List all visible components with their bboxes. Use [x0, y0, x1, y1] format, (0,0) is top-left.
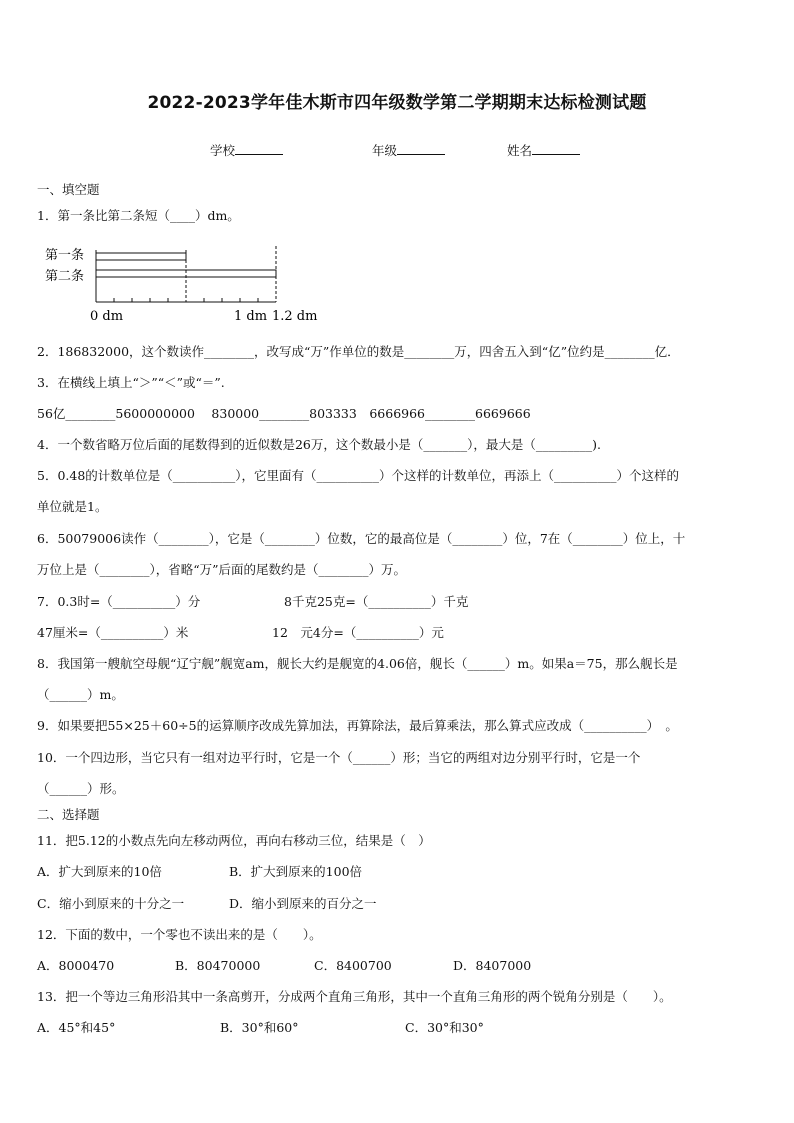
q11-option-d: D．缩小到原来的百分之一 — [229, 896, 377, 911]
section-fill-heading: 一、填空题 — [37, 182, 100, 197]
question-7b: 8千克25克=（__________）千克 — [284, 594, 469, 609]
grade-blank — [397, 142, 445, 155]
question-7d: 12 元4分=（__________）元 — [272, 625, 444, 640]
school-blank — [235, 142, 283, 155]
question-10-line1: 10．一个四边形，当它只有一组对边平行时，它是一个（______）形；当它的两组对边分别平行时，它是一个 — [37, 750, 641, 765]
question-8-line2: （______）m。 — [37, 687, 124, 702]
q12-option-c: C．8400700 — [314, 958, 392, 973]
tick-label-1: 1 dm — [234, 309, 268, 324]
q12-option-b: B．80470000 — [175, 958, 261, 973]
school-field — [210, 141, 283, 159]
q13-option-a: A．45°和45° — [37, 1020, 116, 1035]
tick-label-2: 1.2 dm — [272, 309, 318, 324]
question-4: 4．一个数省略万位后面的尾数得到的近似数是26万，这个数最小是（_______），最大是（_________). — [37, 437, 601, 452]
bar1 — [96, 253, 186, 260]
name-blank — [532, 142, 580, 155]
question-3-comparisons: 56亿________5600000000 830000________803333 6666966________6669666 — [37, 406, 531, 421]
q13-option-b: B．30°和60° — [220, 1020, 299, 1035]
q11-option-a: A．扩大到原来的10倍 — [37, 864, 162, 879]
q11-option-c: C．缩小到原来的十分之一 — [37, 896, 185, 911]
name-field — [507, 141, 580, 159]
bar2-label: 第二条 — [45, 269, 85, 284]
q12-option-a: A．8000470 — [37, 958, 115, 973]
school-label: 学校 — [210, 143, 236, 158]
question-5-line1: 5．0.48的计数单位是（__________），它里面有（__________）个这样的计数单位，再添上（__________）个这样的 — [37, 468, 680, 483]
question-6-line1: 6．50079006读作（________），它是（________）位数，它的最高位是（________）位，7在（________）位上，十 — [37, 531, 686, 546]
question-7c: 47厘米=（__________）米 — [37, 625, 189, 640]
question-3: 3．在横线上填上“＞”“＜”或“＝”. — [37, 375, 225, 390]
grade-field — [372, 141, 445, 159]
question-11: 11．把5.12的小数点先向左移动两位，再向右移动三位，结果是（ ） — [37, 833, 431, 848]
question-12: 12．下面的数中，一个零也不读出来的是（ ）。 — [37, 927, 322, 942]
question-13: 13．把一个等边三角形沿其中一条高剪开，分成两个直角三角形，其中一个直角三角形的两个锐角分别是（ ）。 — [37, 989, 672, 1004]
question-8-line1: 8．我国第一艘航空母舰“辽宁舰”舰宽am，舰长大约是舰宽的4.06倍，舰长（______）m。如果a＝75，那么舰长是 — [37, 656, 678, 671]
question-2: 2．186832000，这个数读作________，改写成“万”作单位的数是________万，四舍五入到“亿”位约是________亿． — [37, 344, 680, 359]
page-title: 2022-2023学年佳木斯市四年级数学第二学期期末达标检测试题 — [147, 93, 647, 113]
tick-label-0: 0 dm — [90, 309, 124, 324]
bar-diagram-svg — [40, 240, 340, 330]
bar1-label: 第一条 — [45, 248, 85, 263]
question-10-line2: （______）形。 — [37, 781, 125, 796]
q11-option-b: B．扩大到原来的100倍 — [229, 864, 363, 879]
question-1: 1．第一条比第二条短（____）dm。 — [37, 208, 240, 223]
question-5-line2: 单位就是1。 — [37, 499, 108, 514]
grade-label: 年级 — [372, 143, 398, 158]
q13-option-c: C．30°和30° — [405, 1020, 484, 1035]
name-label: 姓名 — [507, 143, 533, 158]
q12-option-d: D．8407000 — [453, 958, 532, 973]
question-6-line2: 万位上是（________），省略“万”后面的尾数约是（________）万。 — [37, 562, 407, 577]
q1-bar-diagram — [40, 240, 340, 330]
section-choice-heading: 二、选择题 — [37, 807, 100, 822]
question-9: 9．如果要把55×25＋60÷5的运算顺序改成先算加法，再算除法，最后算乘法，那么算式应改成（__________） 。 — [37, 718, 678, 733]
question-7a: 7．0.3时=（__________）分 — [37, 594, 201, 609]
